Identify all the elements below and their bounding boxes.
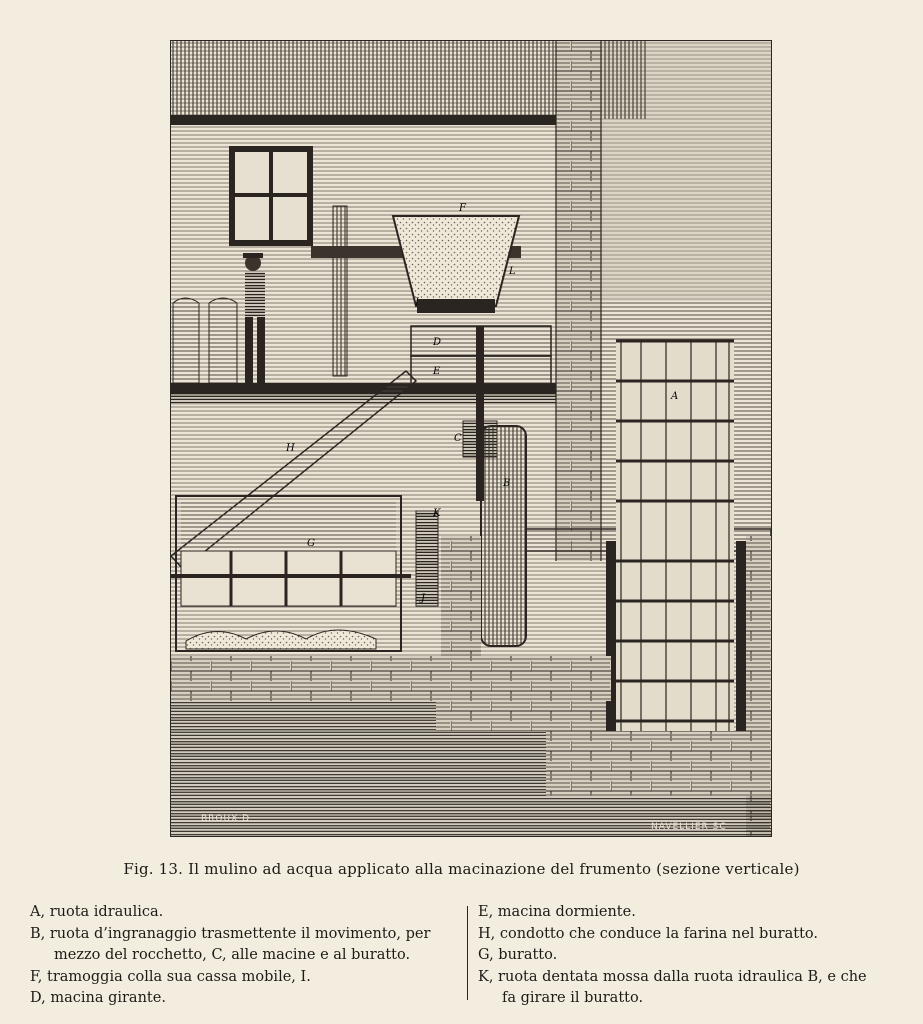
- legend-entry-text: B, ruota d’ingranaggio trasmettente il movimento, per: [30, 925, 431, 942]
- engraver-signature-left: BROUX D: [201, 814, 251, 824]
- legend-entry: [30, 988, 460, 1010]
- legend-entry-text: A, ruota idraulica.: [30, 904, 164, 920]
- legend-column-left: [30, 902, 460, 1010]
- legend-entry: [30, 902, 460, 924]
- figure-label-b: B: [503, 478, 511, 489]
- legend-entry-text: E, macina dormiente.: [478, 904, 636, 920]
- legend-entry-continuation: mezzo del rocchetto, C, alle macine e al buratto.: [54, 947, 411, 963]
- legend-divider: [467, 906, 468, 1000]
- figure-label-e: E: [433, 366, 441, 377]
- legend-entry: [30, 924, 460, 967]
- legend-entry-text: H, condotto che conduce la farina nel buratto.: [478, 925, 818, 942]
- figure-label-f: F: [459, 203, 466, 214]
- legend-entry-text: K, ruota dentata mossa dalla ruota idraulica B, e che: [478, 968, 867, 985]
- engraver-signature-right: NAVELLIER SC: [651, 822, 727, 832]
- figure-label-a: A: [671, 391, 679, 402]
- legend-entry: [478, 902, 918, 924]
- legend-column-right: [478, 902, 918, 1010]
- engraving-illustration: [170, 40, 772, 837]
- legend-entry: [478, 924, 918, 946]
- legend-entry: [478, 945, 918, 967]
- legend-entry: [478, 967, 918, 1010]
- figure-label-h: H: [286, 443, 295, 454]
- legend-entry-text: F, tramoggia colla sua cassa mobile, I.: [30, 968, 311, 985]
- legend-entry-continuation: fa girare il buratto.: [502, 990, 644, 1006]
- figure-legend: [30, 902, 910, 1012]
- legend-entry: [30, 967, 460, 989]
- figure-label-j: J: [421, 593, 426, 604]
- legend-entry-text: G, buratto.: [478, 947, 558, 963]
- figure-label-c: C: [454, 433, 462, 444]
- figure-label-i: I: [415, 297, 419, 308]
- figure-label-d: D: [433, 337, 442, 348]
- figure-label-l: L: [509, 266, 516, 277]
- figure-label-g: G: [307, 538, 315, 549]
- figure-caption: Fig. 13. Il mulino ad acqua applicato alla macinazione del frumento (sezione verticale): [123, 860, 800, 878]
- figure-label-k: K: [433, 508, 441, 519]
- legend-entry-text: D, macina girante.: [30, 990, 166, 1006]
